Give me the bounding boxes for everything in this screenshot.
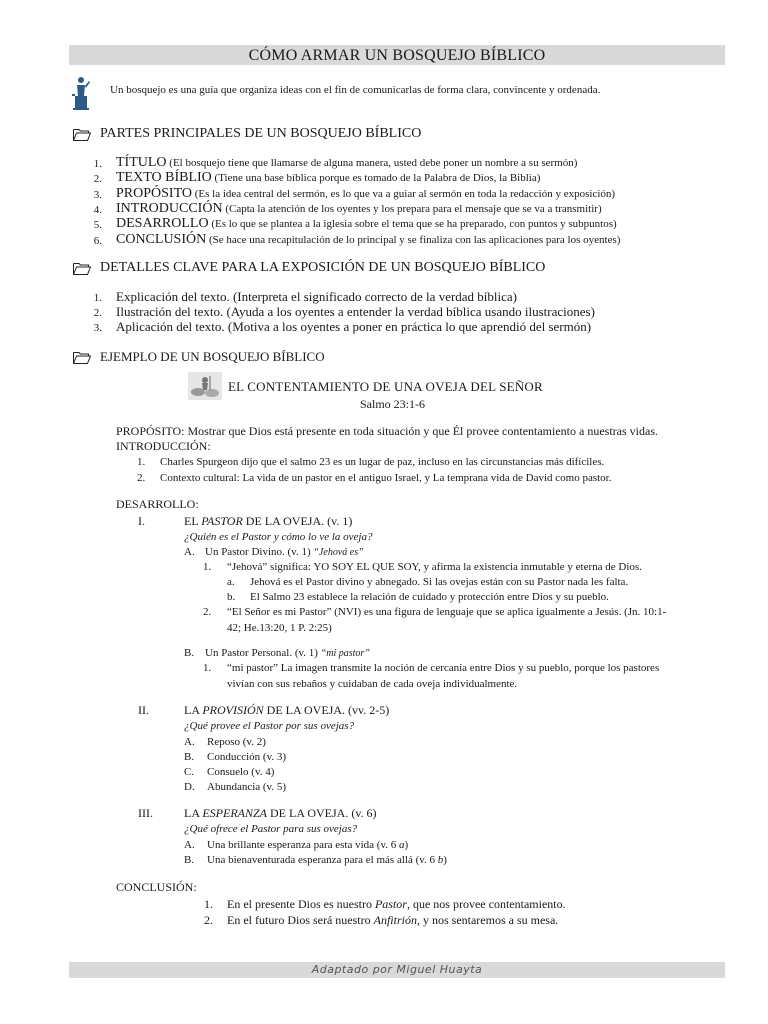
list-number: 1.: [93, 158, 102, 170]
part-keyword: DESARROLLO: [116, 216, 209, 231]
section-title-details: DETALLES CLAVE PARA LA EXPOSICIÓN DE UN BOSQUEJO BÍBLICO: [100, 260, 546, 275]
list-item: Un Pastor Personal. (v. 1) “mi pastor”: [205, 647, 370, 659]
list-number: C.: [184, 766, 195, 778]
part-description: (Se hace una recapitulación de lo principal y se finaliza con las aplicaciones para los oyentes): [208, 234, 621, 246]
list-item: Una bienaventurada esperanza para el más allá (v. 6 b): [207, 854, 447, 866]
list-number: b.: [227, 591, 236, 603]
list-number: B.: [184, 854, 195, 866]
folder-icon: [73, 351, 90, 363]
list-number: B.: [184, 647, 195, 659]
example-intro-label: INTRODUCCIÓN:: [116, 439, 211, 453]
point-heading: EL PASTOR DE LA OVEJA. (v. 1): [184, 514, 353, 528]
part-description: (Es la idea central del sermón, es lo que va a guiar al sermón en toda la redacción y exposición): [194, 188, 616, 200]
roman-number: II.: [138, 703, 149, 717]
list-item: Charles Spurgeon dijo que el salmo 23 es un lugar de paz, incluso en las circunstancias más difíciles.: [160, 456, 605, 468]
list-number: A.: [184, 736, 195, 748]
shepherd-icon: [188, 372, 222, 400]
list-item: Un Pastor Divino. (v. 1) “Jehová es”: [205, 546, 364, 558]
example-proposito: PROPÓSITO: Mostrar que Dios está presente en toda situación y que Él provee contentamiento a nuestras vidas.: [116, 424, 658, 438]
list-item: Consuelo (v. 4): [207, 766, 275, 778]
list-item: Reposo (v. 2): [207, 736, 266, 748]
list-item: [116, 186, 615, 202]
example-desarrollo-label: DESARROLLO:: [116, 497, 199, 511]
list-item: Una brillante esperanza para esta vida (v. 6 a): [207, 839, 409, 851]
list-number: D.: [184, 781, 195, 793]
list-item: Jehová es el Pastor divino y abnegado. Si las ovejas están con su Pastor nada les falta.: [250, 576, 629, 588]
list-item: Explicación del texto. (Interpreta el significado correcto de la verdad bíblica): [116, 289, 518, 304]
part-keyword: TÍTULO: [116, 155, 167, 170]
list-item-continuation: 42; He.13:20, 1 P. 2:25): [227, 622, 332, 634]
list-number: 5.: [93, 219, 102, 231]
part-description: (Capta la atención de los oyentes y los prepara para el mensaje que se va a transmitir): [225, 203, 602, 215]
list-item: [116, 170, 540, 186]
list-number: 6.: [93, 235, 102, 247]
list-number: 2.: [93, 173, 102, 185]
example-reference: Salmo 23:1-6: [360, 397, 425, 411]
list-item: En el presente Dios es nuestro Pastor, que nos provee contentamiento.: [227, 897, 566, 911]
example-conclusion-label: CONCLUSIÓN:: [116, 880, 197, 894]
list-item: El Salmo 23 establece la relación de cuidado y protección entre Dios y su pueblo.: [250, 591, 609, 603]
list-item: [116, 201, 602, 217]
folder-icon: [73, 128, 90, 140]
list-item: Conducción (v. 3): [207, 751, 287, 763]
list-number: A.: [184, 546, 195, 558]
list-number: 1.: [203, 662, 212, 674]
list-item: “El Señor es mi Pastor” (NVI) es una figura de lenguaje que se aplica igualmente a Jesús. (Jn. 10:1-: [227, 606, 667, 618]
point-question: ¿Qué ofrece el Pastor para sus ovejas?: [184, 823, 358, 835]
list-number: 3.: [93, 189, 102, 201]
part-keyword: TEXTO BÍBLIO: [116, 170, 212, 185]
list-number: 2.: [137, 472, 146, 484]
folder-icon: [73, 262, 90, 274]
list-number: 4.: [93, 204, 102, 216]
list-item: En el futuro Dios será nuestro Anfitrión, y nos sentaremos a su mesa.: [227, 913, 559, 927]
list-number: 2.: [204, 913, 213, 927]
example-title: EL CONTENTAMIENTO DE UNA OVEJA DEL SEÑOR: [228, 379, 543, 394]
part-keyword: INTRODUCCIÓN: [116, 201, 223, 216]
roman-number: III.: [138, 806, 153, 820]
list-number: A.: [184, 839, 195, 851]
footer-credit: Adaptado por Miguel Huayta: [69, 962, 725, 978]
section-title-example: EJEMPLO DE UN BOSQUEJO BÍBLICO: [100, 349, 325, 364]
page-title: CÓMO ARMAR UN BOSQUEJO BÍBLICO: [69, 45, 725, 65]
list-item: [116, 155, 577, 171]
point-heading: LA ESPERANZA DE LA OVEJA. (v. 6): [184, 806, 377, 820]
list-item: “Jehová” significa: YO SOY EL QUE SOY, y afirma la existencia inmutable y eterna de Dios.: [227, 561, 642, 573]
list-item: [116, 216, 617, 232]
list-number: 1.: [93, 292, 102, 304]
list-item: “mi pastor” La imagen transmite la noción de cercanía entre Dios y su pueblo, porque los pastores: [227, 662, 660, 674]
section-title-parts: PARTES PRINCIPALES DE UN BOSQUEJO BÍBLICO: [100, 126, 422, 141]
list-number: 1.: [203, 561, 212, 573]
point-heading: LA PROVISIÓN DE LA OVEJA. (vv. 2-5): [184, 703, 390, 717]
list-number: 1.: [137, 456, 146, 468]
point-question: ¿Quién es el Pastor y cómo lo ve la oveja?: [184, 531, 373, 543]
part-description: (Es lo que se plantea a la iglesia sobre el tema que se ha preparado, con puntos y subpuntos): [211, 218, 617, 230]
list-number: 3.: [93, 322, 102, 334]
point-question: ¿Qué provee el Pastor por sus ovejas?: [184, 720, 355, 732]
preacher-icon: [72, 76, 92, 110]
list-item: Ilustración del texto. (Ayuda a los oyentes a entender la verdad bíblica usando ilustraciones): [116, 304, 595, 319]
part-description: (Tiene una base bíblica porque es tomado de la Palabra de Dios, la Biblia): [214, 172, 541, 184]
list-number: 2.: [203, 606, 212, 618]
intro-text: Un bosquejo es una guía que organiza ideas con el fin de comunicarlas de forma clara, convincente y ordenada.: [110, 84, 601, 96]
list-number: 2.: [93, 307, 102, 319]
list-item: Aplicación del texto. (Motiva a los oyentes a poner en práctica lo que aprendió del sermón): [116, 319, 592, 334]
list-number: B.: [184, 751, 195, 763]
list-item: Contexto cultural: La vida de un pastor en el antiguo Israel, y La temprana vida de David como pastor.: [160, 472, 612, 484]
list-item: Abundancia (v. 5): [207, 781, 287, 793]
list-item: [116, 232, 620, 248]
part-description: (El bosquejo tiene que llamarse de alguna manera, usted debe poner un nombre a su sermón): [169, 157, 578, 169]
part-keyword: PROPÓSITO: [116, 186, 192, 201]
part-keyword: CONCLUSIÓN: [116, 232, 207, 247]
list-number: 1.: [204, 897, 213, 911]
list-number: a.: [227, 576, 235, 588]
roman-number: I.: [138, 514, 145, 528]
list-item-continuation: vivían con sus rebaños y cuidaban de cada oveja individualmente.: [227, 678, 518, 690]
